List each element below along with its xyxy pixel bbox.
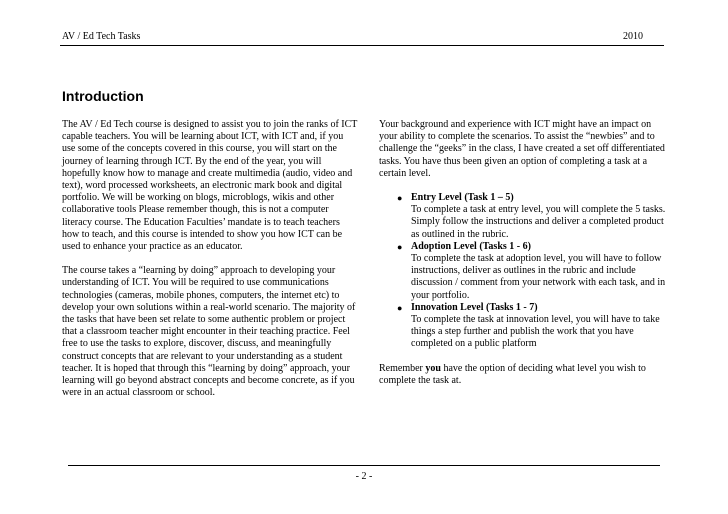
level-title: Innovation Level (Tasks 1 - 7) [411,301,538,313]
closing-text-end: have the option of deciding what level you wish to complete the task at. [379,362,646,386]
bullet-icon: ● [397,302,403,313]
left-paragraph-1: The AV / Ed Tech course is designed to assist you to join the ranks of ICT capable teachers. You will be learning about ICT, with ICT and, if you use some of the concepts covered in this course, you will start on the journey of learning through ICT. By the end of the year, you will hopefully know how to manage and create multimedia (audio, video and text), word processed worksheets, an electronic mark book and digital portfolio. We will be working on blogs, microblogs, wikis and other collaborative tools Please remember though, this is not a computer literacy course. The Education Faculties’ mandate is to teach teachers how to teach, and this course is intended to show you how ICT can be used to enhance your practice as an educator. [62,119,358,253]
list-item [379,192,669,241]
list-item [379,241,669,302]
header-rule [60,45,664,46]
bullet-icon: ● [397,241,403,252]
right-column [379,119,669,399]
level-title: Entry Level (Task 1 – 5) [411,192,514,204]
header-title: AV / Ed Tech Tasks [62,31,141,42]
closing-text-start: Remember [379,362,426,374]
closing-paragraph [379,363,669,387]
left-paragraph-2: The course takes a “learning by doing” approach to developing your understanding of ICT. You will be required to use communications technologies (cameras, mobile phones, computers, the internet etc) to develop your own solutions within a real-world scenario. The majority of the tasks that have been set relate to some authentic problem or project that a classroom teacher might encounter in their teaching practice. Feel free to use the tasks to explore, discover, discuss, and meaningfully construct concepts that are relevant to your understanding as a student teacher. It is hoped that through this “learning by doing” approach, your learning will go beyond abstract concepts and become concrete, as if you were in an actual classroom or school. [62,265,356,399]
levels-list [379,192,669,351]
header-year: 2010 [623,31,643,42]
level-description: To complete the task at innovation level, you will have to take things a step further and publish the work that you have completed on a public platform [411,314,660,350]
left-column [62,119,358,411]
footer-rule [68,465,660,466]
list-item [379,302,669,351]
page-number: - 2 - [355,471,373,482]
level-title: Adoption Level (Tasks 1 - 6) [411,240,531,252]
bullet-icon: ● [397,193,403,204]
right-intro-paragraph: Your background and experience with ICT might have an impact on your ability to complete the scenarios. To assist the “newbies” and to challenge the “geeks” in the class, I have created a set off differentiated tasks. You have thus been given an option of completing a task at a certain level. [379,119,665,179]
closing-emphasis: you [425,362,441,374]
level-description: To complete a task at entry level, you will complete the 5 tasks. Simply follow the instructions and deliver a completed product as outlined in the rubric. [411,204,666,240]
level-description: To complete the task at adoption level, you will have to follow instructions, deliver as outlines in the rubric and include discussion / comment from your network with each task, and in your portfolio. [411,253,666,301]
section-title: Introduction [62,88,144,104]
